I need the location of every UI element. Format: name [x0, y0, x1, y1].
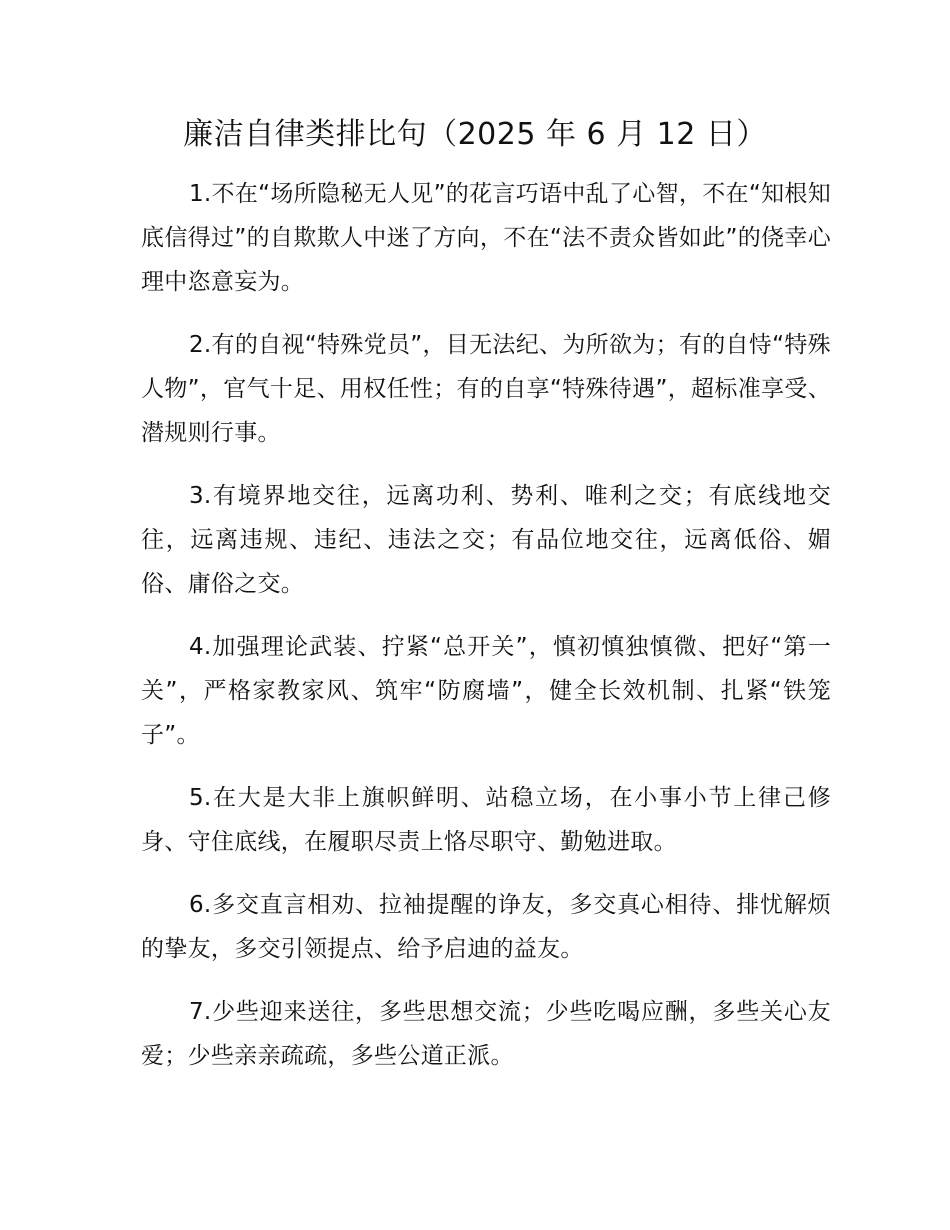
paragraph-1: 1.不在“场所隐秘无人见”的花言巧语中乱了心智，不在“知根知底信得过”的自欺欺人中迷了方向，不在“法不责众皆如此”的侥幸心理中恣意妄为。 [141, 181, 831, 295]
document-title: 廉洁自律类排比句（2025 年 6 月 12 日） [183, 117, 767, 152]
paragraph-4: 4.加强理论武装、拧紧“总开关”，慎初慎独慎微、把好“第一关”，严格家教家风、筑牢“防腐墙”，健全长效机制、扎紧“铁笼子”。 [141, 634, 831, 748]
document-body [141, 172, 831, 1097]
paragraph-6: 6.多交直言相劝、拉袖提醒的诤友，多交真心相待、排忧解烦的挚友，多交引领提点、给予启迪的益友。 [141, 892, 831, 962]
paragraph-5: 5.在大是大非上旗帜鲜明、站稳立场，在小事小节上律己修身、守住底线，在履职尽责上恪尽职守、勤勉进取。 [141, 785, 831, 855]
paragraph-7: 7.少些迎来送往，多些思想交流；少些吃喝应酬，多些关心友爱；少些亲亲疏疏，多些公道正派。 [141, 999, 831, 1069]
paragraph-2: 2.有的自视“特殊党员”，目无法纪、为所欲为；有的自恃“特殊人物”，官气十足、用权任性；有的自享“特殊待遇”，超标准享受、潜规则行事。 [141, 332, 831, 446]
paragraph-3: 3.有境界地交往，远离功利、势利、唯利之交；有底线地交往，远离违规、违纪、违法之交；有品位地交往，远离低俗、媚俗、庸俗之交。 [141, 483, 831, 597]
